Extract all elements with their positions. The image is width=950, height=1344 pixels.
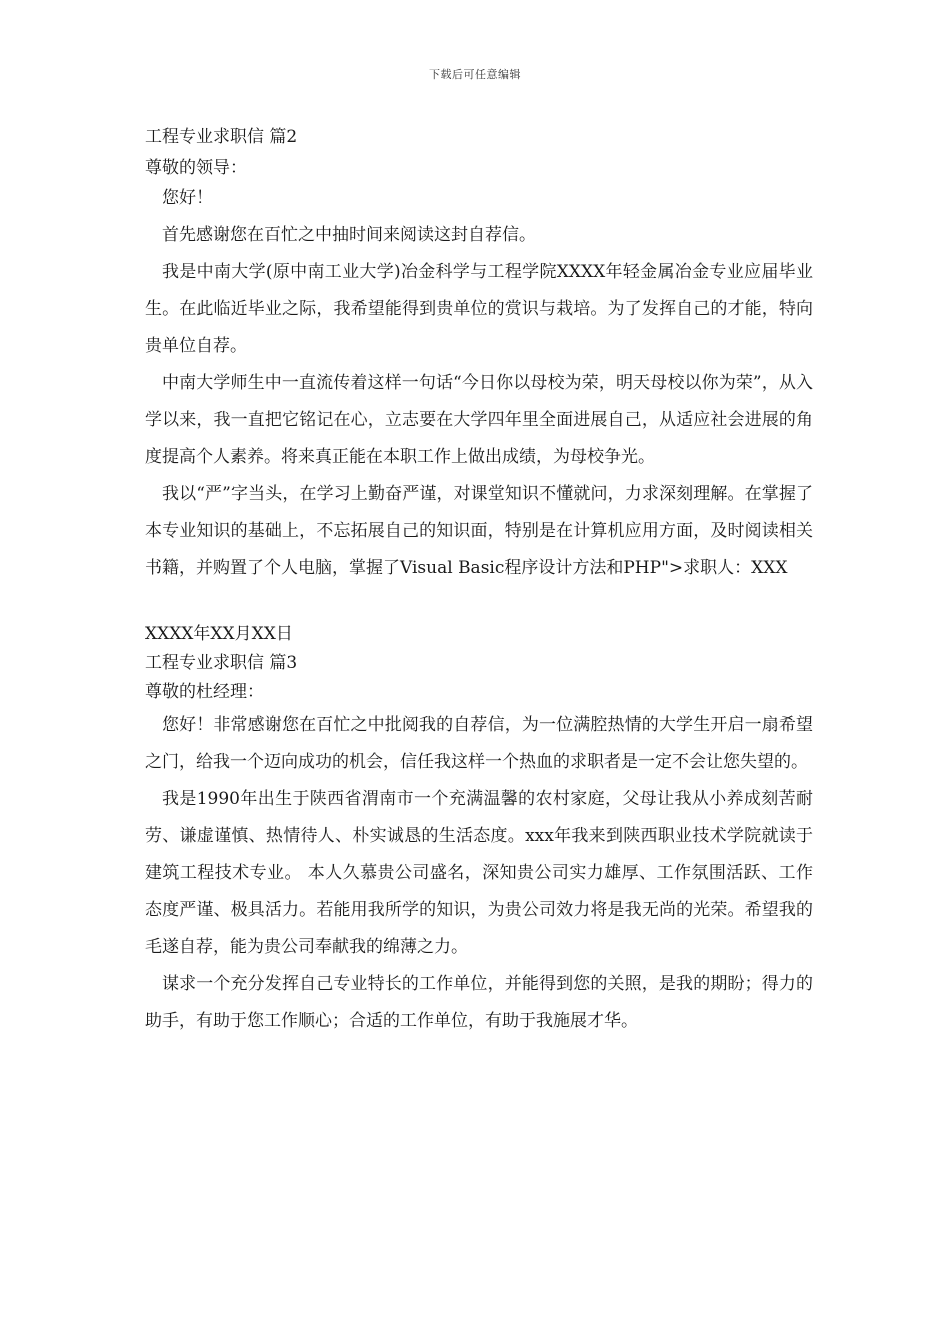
section-2-title: 工程专业求职信 篇2 [145,127,298,147]
section-2-paragraph: 我以“严”字当头，在学习上勤奋严谨，对课堂知识不懂就问，力求深刻理解。在掌握了本专业知识的基础上，不忘拓展自己的知识面，特别是在计算机应用方面，及时阅读相关书籍，并购置了个人电脑，掌握了Visual Basic程序设计方法和PHP">求职人：XXX [145,484,813,578]
section-3-title: 工程专业求职信 篇3 [145,653,298,673]
section-2-paragraph: 我是中南大学(原中南工业大学)冶金科学与工程学院XXXX年轻金属冶金专业应届毕业生。在此临近毕业之际，我希望能得到贵单位的赏识与栽培。为了发挥自己的才能，特向贵单位自荐。 [145,262,813,356]
section-2-salutation: 尊敬的领导： [145,158,247,178]
section-3-paragraph: 谋求一个充分发挥自己专业特长的工作单位，并能得到您的关照，是我的期盼；得力的助手，有助于您工作顺心；合适的工作单位，有助于我施展才华。 [145,974,813,1031]
page-header: 下载后可任意编辑 [429,68,521,81]
section-3-paragraph: 我是1990年出生于陕西省渭南市一个充满温馨的农村家庭，父母让我从小养成刻苦耐劳、谦虚谨慎、热情待人、朴实诚恳的生活态度。xxx年我来到陕西职业技术学院就读于建筑工程技术专业。 本人久慕贵公司盛名，深知贵公司实力雄厚、工作氛围活跃、工作态度严谨、极具活力。若能用我所学的知识，为贵公司效力将是我无尚的光荣。希望我的毛遂自荐，能为贵公司奉献我的绵薄之力。 [145,789,813,957]
section-3-paragraph: 您好！非常感谢您在百忙之中批阅我的自荐信，为一位满腔热情的大学生开启一扇希望之门，给我一个迈向成功的机会，信任我这样一个热血的求职者是一定不会让您失望的。 [145,715,813,772]
section-2-paragraph: 首先感谢您在百忙之中抽时间来阅读这封自荐信。 [162,225,536,245]
blank-line [145,587,813,620]
document-body [145,123,813,1040]
section-3-salutation: 尊敬的杜经理： [145,682,264,702]
section-2-paragraph: 中南大学师生中一直流传着这样一句话“今日你以母校为荣，明天母校以你为荣”，从入学以来，我一直把它铭记在心，立志要在大学四年里全面进展自己，从适应社会进展的角度提高个人素养。将来真正能在本职工作上做出成绩，为母校争光。 [145,373,813,467]
section-2-date: XXXX年XX月XX日 [145,624,293,644]
section-2-greeting: 您好！ [162,188,213,208]
